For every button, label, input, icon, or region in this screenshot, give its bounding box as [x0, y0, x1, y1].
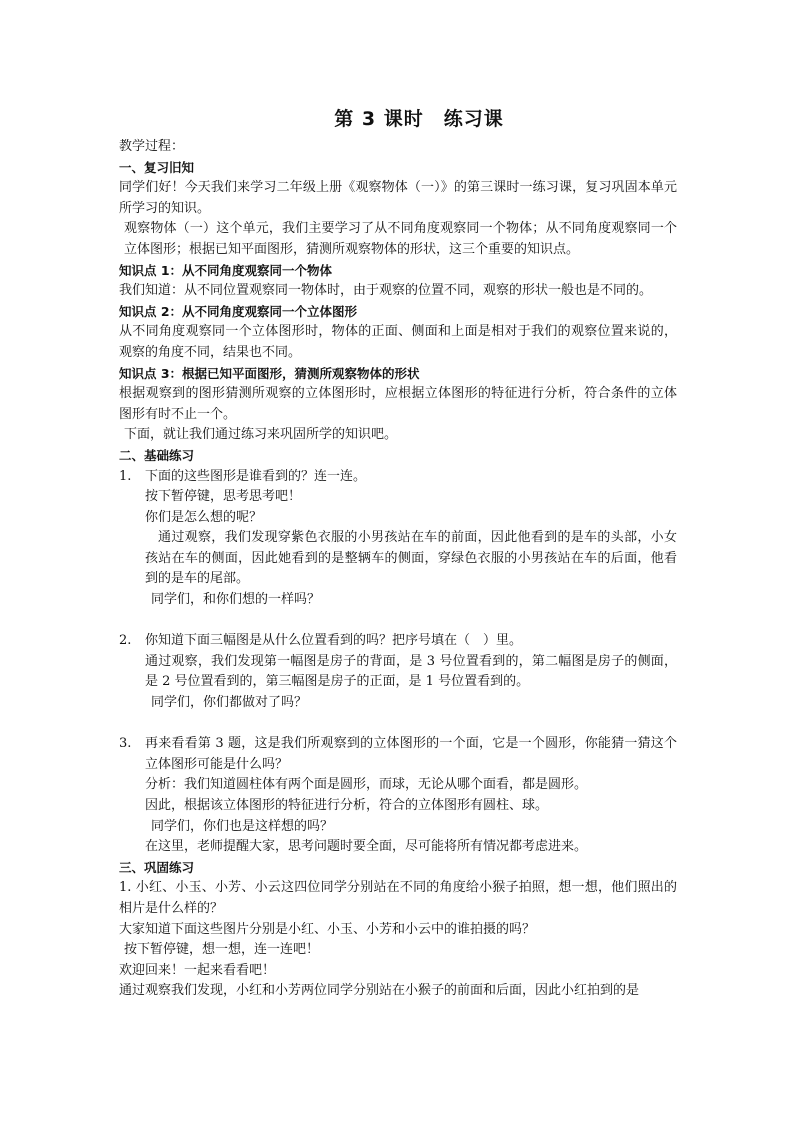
question-2 — [119, 631, 677, 652]
paragraph: 在这里，老师提醒大家，思考问题时要全面，尽可能将所有情况都考虑进来。 — [145, 839, 588, 855]
paragraph: 分析：我们知道圆柱体有两个面是圆形，而球，无论从哪个面看，都是圆形。 — [145, 777, 588, 793]
intro-label: 教学过程： — [119, 139, 185, 154]
knowledge-point-1: 知识点 1：从不同角度观察同一个物体 — [119, 262, 333, 278]
paragraph: 按下暂停键，思考思考吧！ — [145, 489, 302, 505]
knowledge-point-2: 知识点 2：从不同角度观察同一个立体图形 — [119, 303, 358, 319]
paragraph: 因此，根据该立体图形的特征进行分析，符合的立体图形有圆柱、球。 — [145, 798, 549, 813]
paragraph: 通过观察，我们发现第一幅图是房子的背面，是 3 号位置看到的，第二幅图是房子的侧面，是 2 号位置看到的，第三幅图是房子的正面，是 1 号位置看到的。 — [145, 653, 677, 690]
paragraph: 你们是怎么想的呢？ — [145, 509, 263, 525]
paragraph: 下面，就让我们通过练习来巩固所学的知识吧。 — [124, 427, 398, 443]
question-3 — [119, 734, 677, 775]
spacer — [119, 714, 677, 735]
paragraph: 通过观察我们发现，小红和小芳两位同学分别站在小猴子的前面和后面，因此小红拍到的是 — [119, 983, 640, 999]
page-title: 第 3 课时 练习课 — [334, 108, 504, 130]
document-body — [119, 137, 677, 1002]
paragraph: 同学们好！今天我们来学习二年级上册《观察物体（一）》的第三课时一练习课，复习巩固本单元所学习的知识。 — [119, 180, 677, 216]
knowledge-point-3: 知识点 3：根据已知平面图形，猜测所观察物体的形状 — [119, 365, 420, 381]
question-number: 1. — [119, 468, 132, 484]
question-text: 下面的这些图形是谁看到的？连一连。 — [145, 468, 367, 484]
question-number: 2. — [119, 633, 132, 649]
paragraph: 同学们，你们也是这样想的吗？ — [151, 818, 334, 834]
question-1 — [119, 467, 677, 488]
paragraph: 通过观察，我们发现穿紫色衣服的小男孩站在车的前面，因此他看到的是车的头部，小女孩站在车的侧面，因此她看到的是整辆车的侧面，穿绿色衣服的小男孩站在车的后面，他看到的是车的尾部。 — [145, 530, 677, 587]
question-number: 3. — [119, 736, 132, 752]
question-text: 再来看看第 3 题，这是我们所观察到的立体图形的一个面，它是一个圆形，你能猜一猜这个立体图形可能是什么吗？ — [145, 736, 677, 772]
paragraph: 根据观察到的图形猜测所观察的立体图形时，应根据立体图形的特征进行分析，符合条件的立体图形有时不止一个。 — [119, 386, 677, 422]
paragraph: 从不同角度观察同一个立体图形时，物体的正面、侧面和上面是相对于我们的观察位置来说的，观察的角度不同，结果也不同。 — [119, 324, 677, 360]
question-text: 你知道下面三幅图是从什么位置看到的吗？把序号填在（ ）里。 — [145, 633, 523, 649]
paragraph: 1. 小红、小玉、小芳、小云这四位同学分别站在不同的角度给小猴子拍照，想一想，他们照出的相片是什么样的？ — [119, 880, 677, 916]
section-heading-consolidation: 三、巩固练习 — [119, 859, 195, 875]
section-heading-basic-practice: 二、基础练习 — [119, 447, 195, 463]
spacer — [119, 611, 677, 632]
paragraph: 观察物体（一）这个单元，我们主要学习了从不同角度观察同一个物体；从不同角度观察同一个立体图形；根据已知平面图形，猜测所观察物体的形状，这三个重要的知识点。 — [124, 221, 677, 257]
paragraph: 欢迎回来！一起来看看吧！ — [119, 962, 276, 978]
paragraph: 大家知道下面这些图片分别是小红、小玉、小芳和小云中的谁拍摄的吗？ — [119, 921, 536, 937]
paragraph: 同学们，和你们想的一样吗？ — [151, 592, 321, 608]
section-heading-review: 一、复习旧知 — [119, 159, 195, 175]
paragraph: 按下暂停键，想一想，连一连吧！ — [124, 942, 320, 958]
paragraph: 我们知道：从不同位置观察同一物体时，由于观察的位置不同，观察的形状一般也是不同的。 — [119, 283, 653, 299]
paragraph: 同学们，你们都做对了吗？ — [151, 695, 308, 711]
